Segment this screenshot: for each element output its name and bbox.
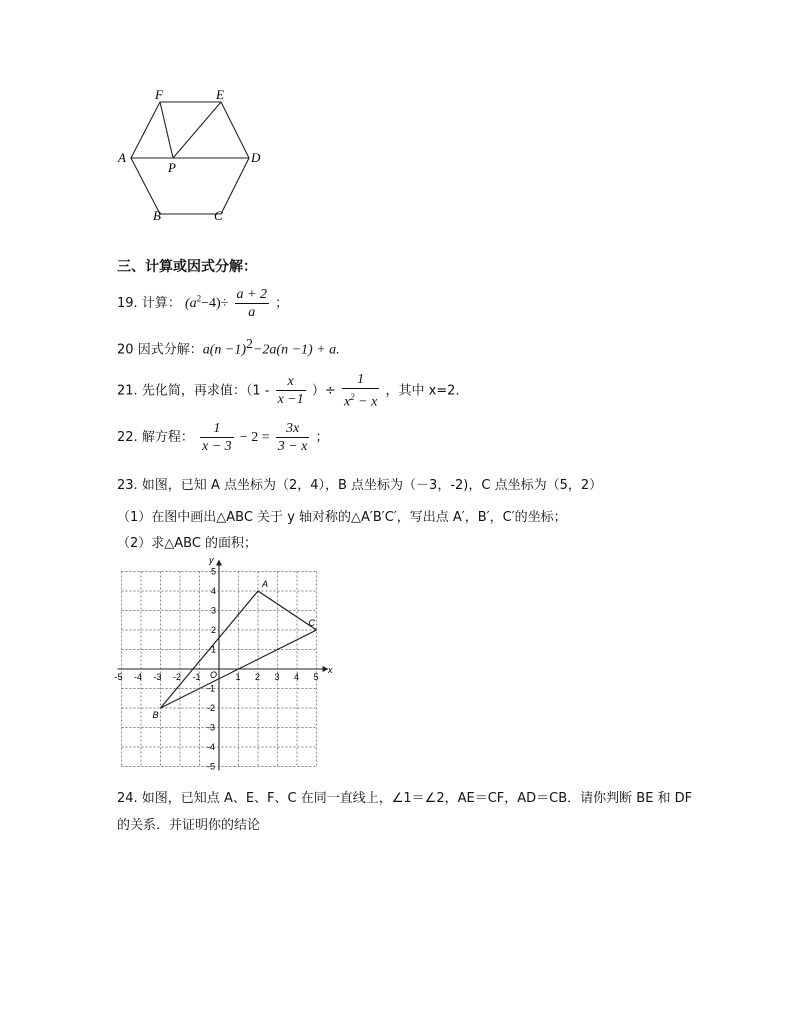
y-tick-label: 1 [211,644,217,655]
segment-EP [173,102,221,158]
question-23-sub2: （2）求△ABC 的面积； [117,536,258,551]
q21-fraction-1 [276,373,306,408]
q21-frac1-num: x [276,373,306,391]
x-tick-label: -4 [134,672,143,682]
question-24-line1: 24. 如图，已知点 A、E、F、C 在同一直线上，∠1＝∠2，AE＝CF，AD＝CB．请你判断 BE 和 DF [117,791,693,806]
y-axis-label: y [209,555,214,565]
q21-frac1-den: x −1 [277,392,304,408]
q21-number: 21. [117,383,138,399]
y-tick-label: 5 [211,566,217,577]
y-tick-label: -3 [207,722,216,733]
y-tick-label: -2 [207,703,216,713]
q22-fraction-2 [276,420,310,455]
question-23-line1: 23. 如图，已知 A 点坐标为（2，4），B 点坐标为（－3，-2)，C 点坐标为（5，2） [117,478,603,493]
q19-expr-left: (a [184,296,197,311]
question-22 [117,420,329,455]
q22-frac2-den: 3 − x [277,439,308,454]
q21-tail: ，其中 x=2. [385,383,460,399]
y-tick-label: -5 [207,761,216,772]
x-tick-label: 5 [313,672,319,682]
q21-mid: ）÷ [311,383,336,399]
q21-frac2-den [342,389,379,411]
y-tick-label: 2 [211,625,217,635]
hex-label-E: E [216,88,224,102]
q19-expr-rest: −4)÷ [201,296,229,311]
q21-fraction-2 [342,371,379,411]
y-axis-arrow [216,560,222,566]
question-23-sub1: （1）在图中画出△ABC 关于 y 轴对称的△A′B′C′，写出点 A′，B′，C′的坐标； [117,510,567,525]
q20-expr-rest: −2a(n −1) + a. [252,342,340,358]
segment-FP [160,102,173,158]
hex-label-F: F [155,88,163,102]
x-tick-label: -5 [114,672,123,682]
q20-expr: a(n −1) [202,342,246,358]
x-tick-label: -1 [192,672,201,682]
hex-label-C: C [214,208,223,223]
point-label-B: B [152,710,159,720]
q22-mid: − 2 = [239,430,270,445]
section-heading: 三、计算或因式分解： [117,259,257,275]
q20-sup: 2 [245,337,253,352]
hex-label-D: D [251,150,261,165]
x-tick-label: 3 [274,672,280,682]
y-tick-label: -1 [207,683,216,694]
point-label-C: C [308,618,315,628]
q22-frac1-den: x − 3 [201,439,232,454]
y-tick-label: 4 [211,586,217,596]
y-tick-label: -4 [207,742,216,752]
q19-fraction [235,286,269,321]
q19-tail: ； [275,296,289,311]
q22-lead: 解方程： [141,430,194,445]
q20-lead: 因式分解： [137,342,203,358]
question-24-line2: 的关系．并证明你的结论 [117,818,261,833]
q20-number: 20 [117,342,134,358]
question-20 [117,335,340,360]
hex-label-B: B [153,208,161,223]
q22-frac2-num: 3x [276,420,310,438]
q22-frac1-num: 1 [200,420,234,438]
q21-lead: 先化简，再求值：（1 - [141,383,270,399]
x-axis-label: x [328,665,333,675]
q22-tail: ； [315,430,329,445]
origin-label: O [210,670,218,680]
coordinate-grid [112,552,342,780]
q19-number: 19. [117,296,138,311]
q19-lead: 计算： [141,296,181,311]
x-tick-label: 1 [235,672,241,682]
q21-frac2-num: 1 [342,371,379,389]
q19-frac-den: a [248,305,256,320]
q21-frac2-den-sup: 2 [350,392,355,402]
x-tick-label: -3 [153,672,162,682]
hexagon-figure [110,88,270,228]
q19-expr [184,293,229,311]
q22-number: 22. [117,430,138,445]
q19-frac-num: a + 2 [236,287,267,302]
x-tick-label: -2 [173,672,182,682]
x-tick-label: 2 [255,672,261,682]
x-tick-label: 4 [294,672,300,682]
q21-frac2-den-a: x [343,394,351,410]
q21-frac2-den-b: − x [354,394,378,410]
question-21 [117,371,460,411]
point-label-A: A [262,579,269,589]
hex-label-A: A [118,150,126,165]
y-tick-label: 3 [211,605,217,616]
hex-label-P: P [168,160,176,175]
question-19 [117,286,288,321]
q19-sup: 2 [196,293,202,304]
q22-fraction-1 [200,420,234,455]
